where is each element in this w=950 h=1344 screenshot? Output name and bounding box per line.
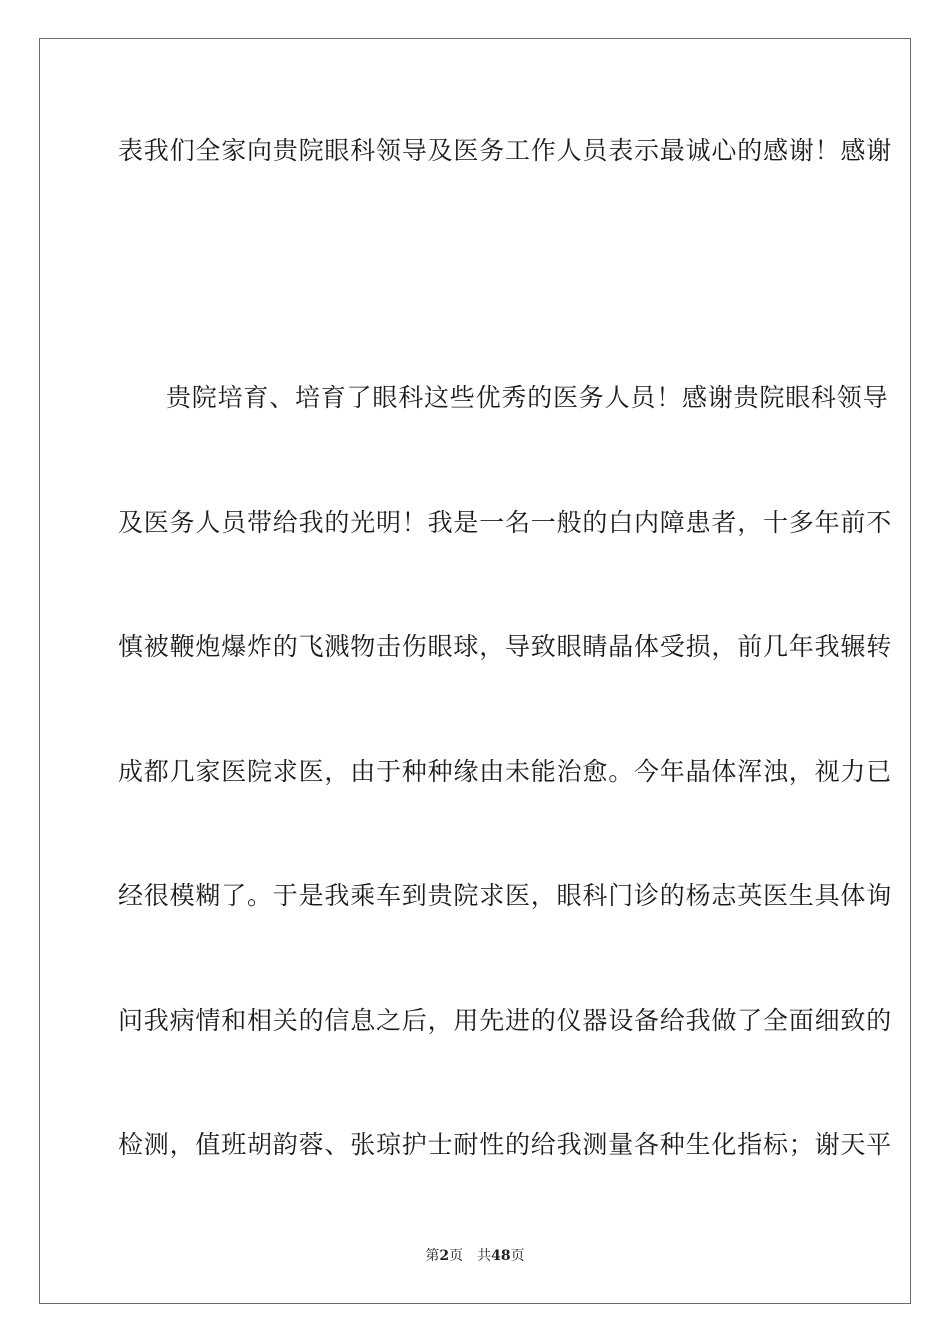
body-text-line-2: 贵院培育、培育了眼科这些优秀的医务人员！感谢贵院眼科领导 bbox=[166, 383, 889, 412]
body-text-line-1: 表我们全家向贵院眼科领导及医务工作人员表示最诚心的感谢！感谢 bbox=[118, 136, 893, 165]
page-border bbox=[39, 38, 911, 1304]
body-text-line-3: 及医务人员带给我的光明！我是一名一般的白内障患者，十多年前不 bbox=[118, 508, 893, 537]
page-number: 2 bbox=[439, 1248, 450, 1264]
page-suffix: 页 bbox=[449, 1248, 464, 1264]
body-text-line-8: 检测，值班胡韵蓉、张琼护士耐性的给我测量各种生化指标；谢天平 bbox=[118, 1130, 893, 1159]
page-prefix: 第 bbox=[425, 1248, 440, 1264]
body-text-line-6: 经很模糊了。于是我乘车到贵院求医，眼科门诊的杨志英医生具体询 bbox=[118, 881, 893, 910]
total-pages: 48 bbox=[491, 1248, 511, 1264]
body-text-line-4: 慎被鞭炮爆炸的飞溅物击伤眼球，导致眼睛晶体受损，前几年我辗转 bbox=[118, 632, 893, 661]
body-text-line-7: 问我病情和相关的信息之后，用先进的仪器设备给我做了全面细致的 bbox=[118, 1006, 893, 1035]
page-footer bbox=[0, 1247, 950, 1265]
total-prefix: 共 bbox=[477, 1248, 492, 1264]
body-text-line-5: 成都几家医院求医，由于种种缘由未能治愈。今年晶体浑浊，视力已 bbox=[118, 757, 893, 786]
total-suffix: 页 bbox=[510, 1248, 525, 1264]
